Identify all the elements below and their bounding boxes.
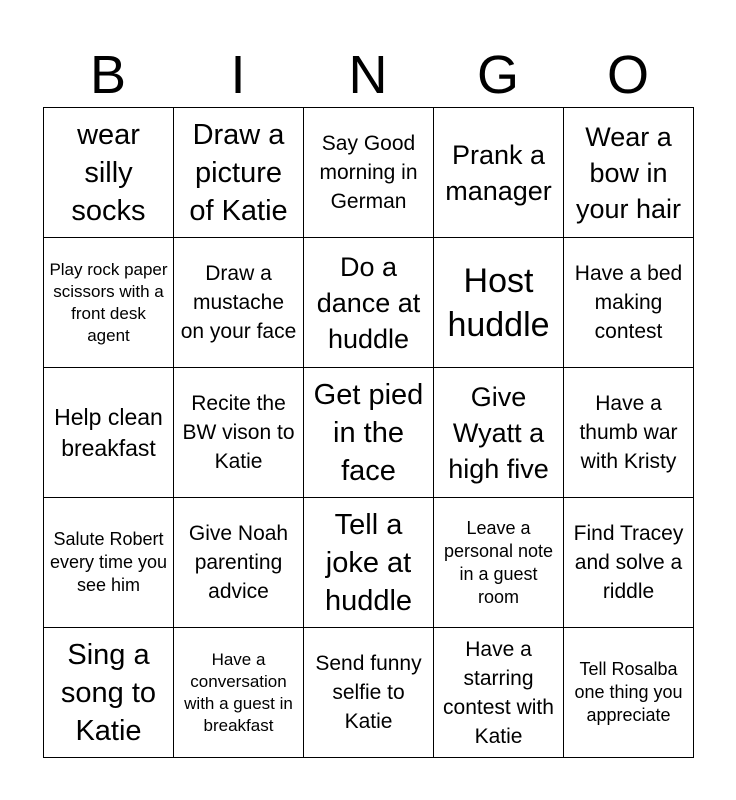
bingo-cell[interactable] xyxy=(174,498,304,628)
header-letter-b: B xyxy=(89,45,127,105)
bingo-cell[interactable] xyxy=(174,238,304,368)
cell-text: Host huddle xyxy=(447,261,550,344)
cell-text: Prank a manager xyxy=(445,139,552,206)
bingo-cell[interactable] xyxy=(304,628,434,758)
cell-text: Sing a song to Katie xyxy=(60,638,157,747)
bingo-cell[interactable] xyxy=(564,108,694,238)
cell-text: Send funny selfie to Katie xyxy=(315,652,422,733)
cell-text: Have a thumb war with Kristy xyxy=(579,392,678,473)
cell-text: Say Good morning in German xyxy=(319,132,418,213)
bingo-cell[interactable] xyxy=(304,108,434,238)
cell-text: Give Wyatt a high five xyxy=(448,381,549,484)
cell-text: Leave a personal note in a guest room xyxy=(443,517,554,607)
bingo-cell[interactable] xyxy=(564,238,694,368)
bingo-cell[interactable] xyxy=(564,498,694,628)
cell-text: Draw a mustache on your face xyxy=(180,262,297,343)
cell-text: Wear a bow in your hair xyxy=(575,121,682,224)
bingo-cell[interactable] xyxy=(434,498,564,628)
header-letter-o: O xyxy=(606,45,649,105)
cell-text: Salute Robert every time you see him xyxy=(49,529,168,595)
bingo-cell[interactable] xyxy=(434,238,564,368)
bingo-cell[interactable] xyxy=(174,628,304,758)
bingo-cell[interactable] xyxy=(564,628,694,758)
cell-text: Have a conversation with a guest in breakfast xyxy=(184,649,293,735)
cell-text: Give Noah parenting advice xyxy=(188,522,289,603)
header-letter-n: N xyxy=(348,45,388,105)
bingo-cell[interactable] xyxy=(174,368,304,498)
cell-text: Get pied in the face xyxy=(313,378,424,487)
cell-text: Recite the BW vison to Katie xyxy=(182,392,295,473)
cell-text: Draw a picture of Katie xyxy=(189,118,288,227)
cell-text: Tell Rosalba one thing you appreciate xyxy=(574,659,683,725)
cell-text: Have a starring contest with Katie xyxy=(443,637,554,748)
bingo-cell[interactable] xyxy=(434,368,564,498)
bingo-cell[interactable] xyxy=(304,238,434,368)
bingo-cell[interactable] xyxy=(174,108,304,238)
cell-text: Tell a joke at huddle xyxy=(324,508,413,617)
bingo-cell[interactable] xyxy=(44,628,174,758)
bingo-board xyxy=(43,107,694,758)
cell-text: wear silly socks xyxy=(71,118,146,227)
bingo-cell[interactable] xyxy=(44,238,174,368)
bingo-header xyxy=(43,44,693,106)
bingo-cell[interactable] xyxy=(44,368,174,498)
bingo-cell[interactable] xyxy=(304,498,434,628)
cell-text: Help clean breakfast xyxy=(54,403,163,461)
bingo-cell[interactable] xyxy=(44,498,174,628)
bingo-cell[interactable] xyxy=(44,108,174,238)
header-letter-g: G xyxy=(476,45,519,105)
bingo-cell[interactable] xyxy=(564,368,694,498)
cell-text: Find Tracey and solve a riddle xyxy=(573,522,684,603)
cell-text: Have a bed making contest xyxy=(574,262,683,343)
bingo-cell[interactable] xyxy=(304,368,434,498)
cell-text: Play rock paper scissors with a front desk agent xyxy=(49,259,168,345)
cell-text: Do a dance at huddle xyxy=(316,251,421,354)
bingo-cell[interactable] xyxy=(434,628,564,758)
header-letter-i: I xyxy=(230,45,246,105)
bingo-cell[interactable] xyxy=(434,108,564,238)
